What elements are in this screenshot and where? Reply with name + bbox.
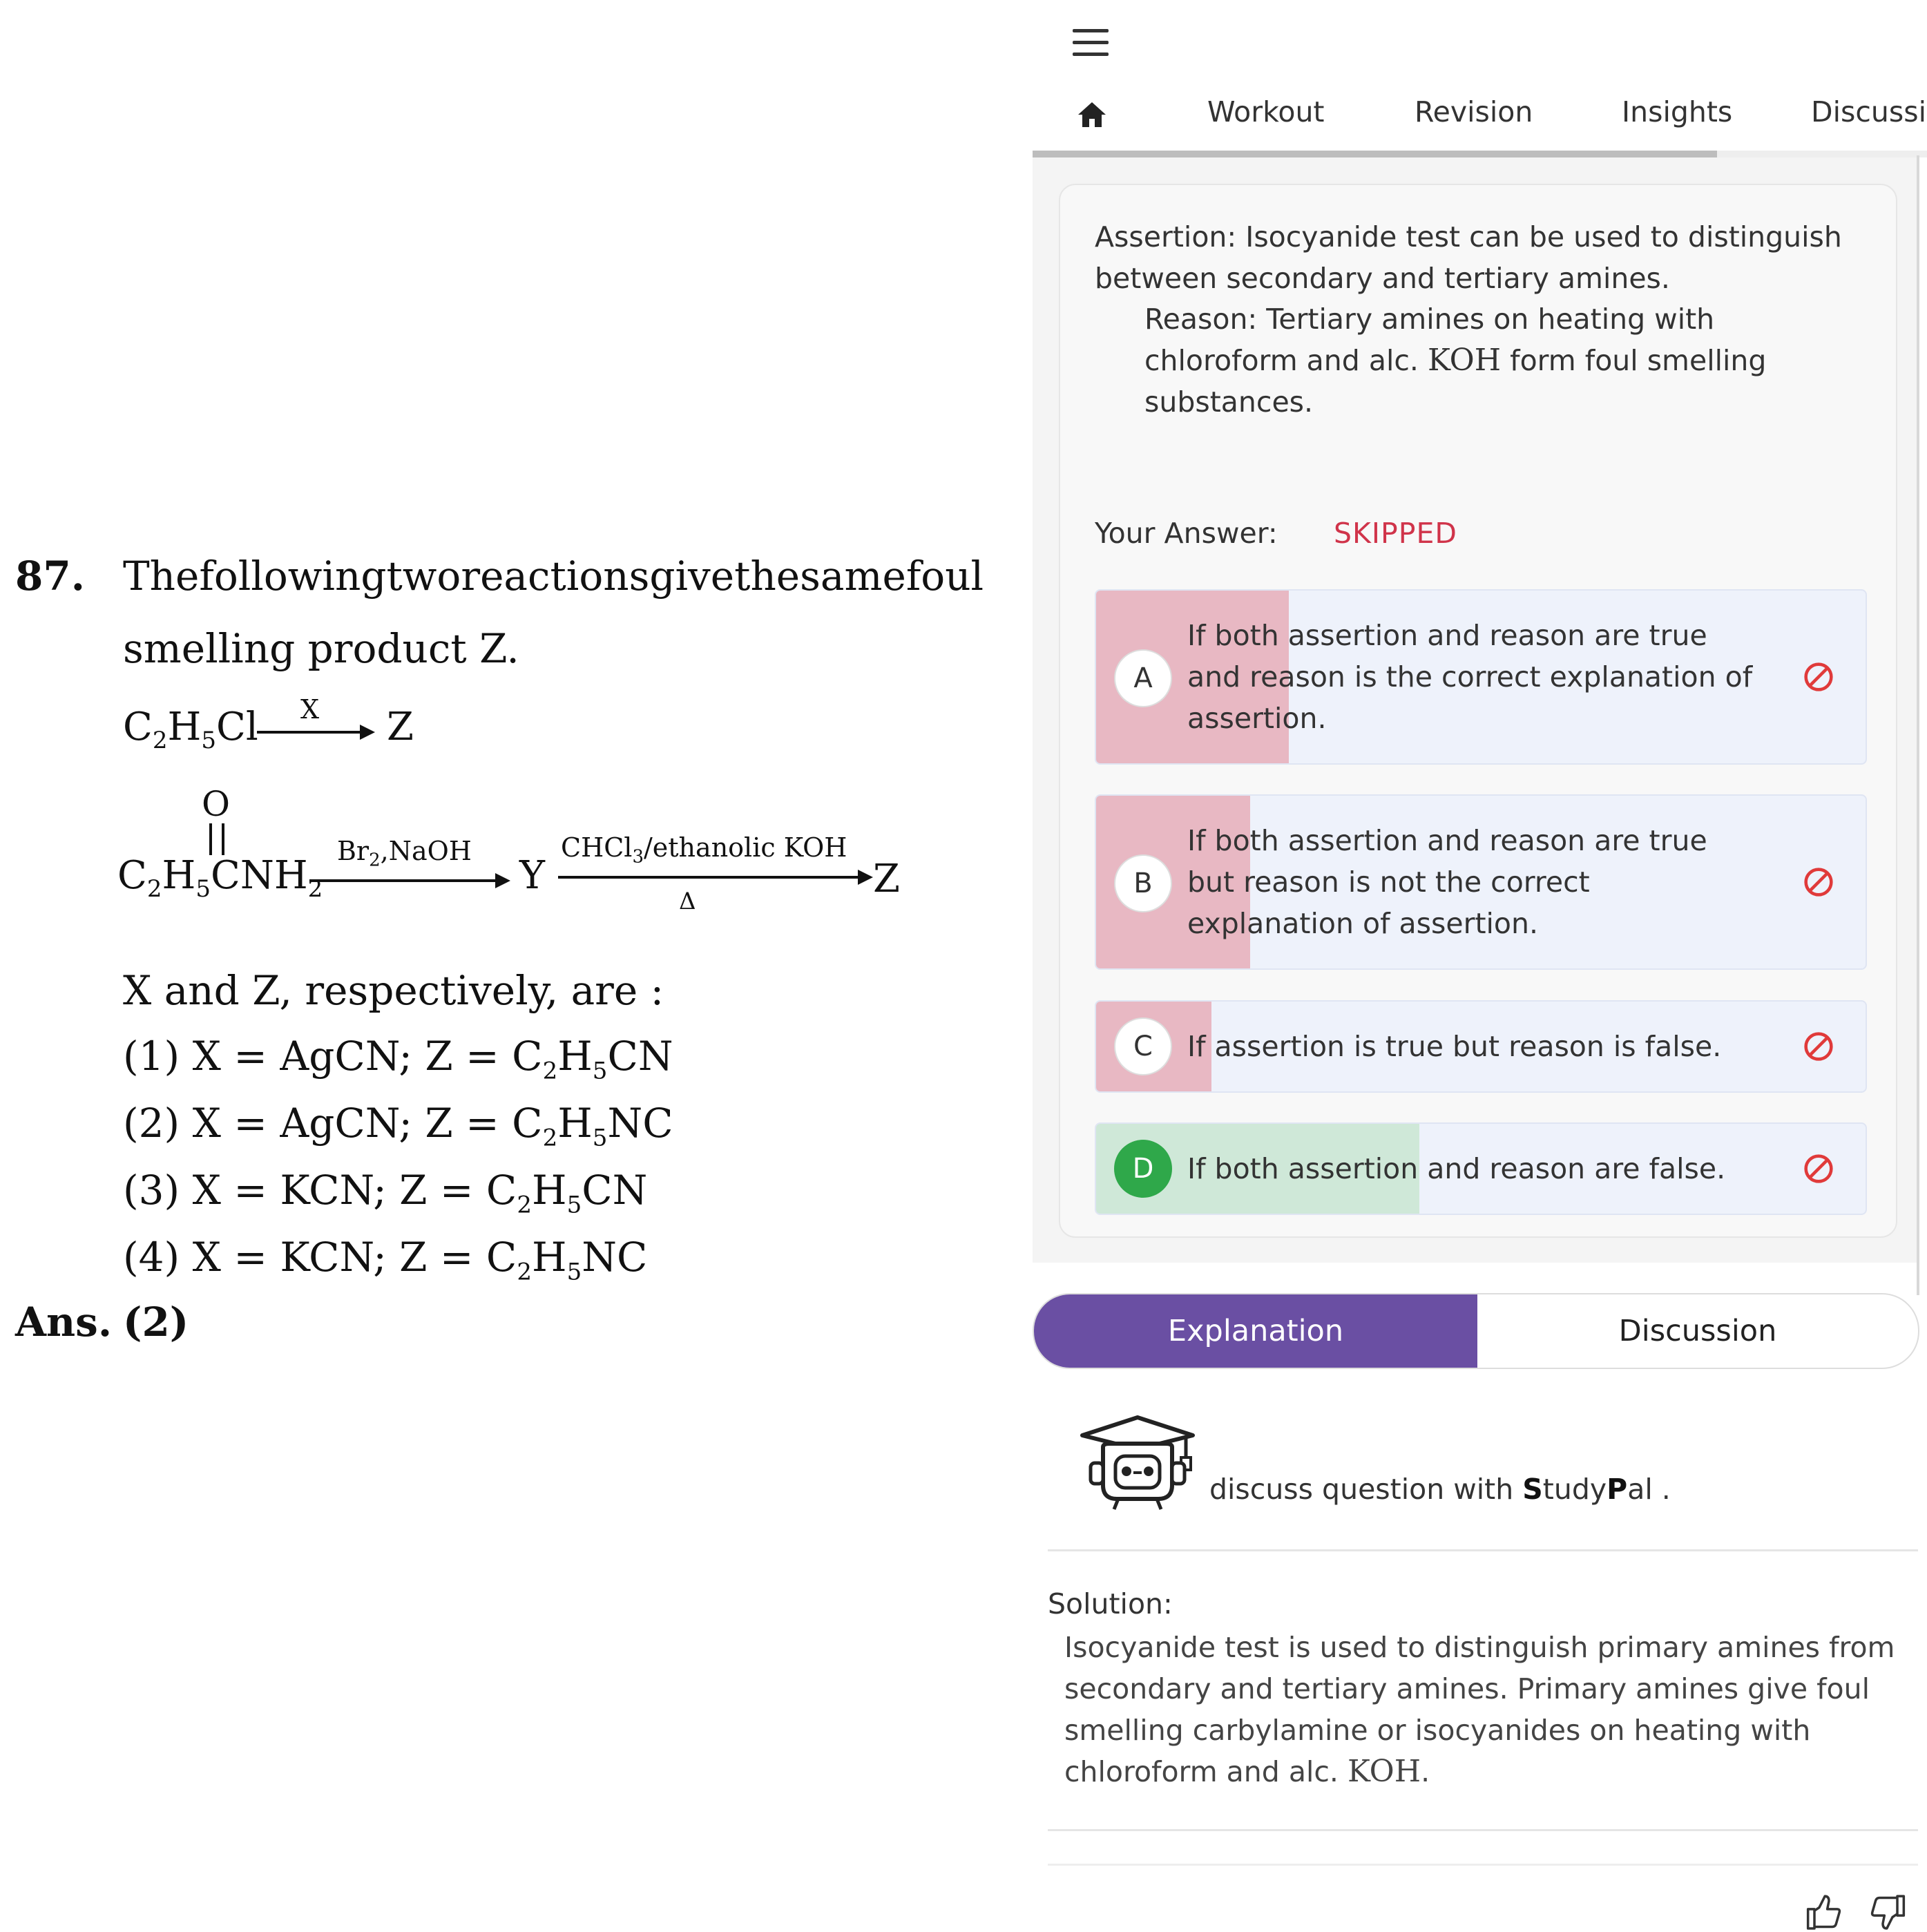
tab-revision[interactable]: Revision [1415,95,1533,128]
tab-workout[interactable]: Workout [1207,95,1325,128]
word: two [386,553,461,600]
answer-option-b[interactable] [1095,794,1867,970]
not-attempted-icon [1803,867,1834,897]
tab-scroll-indicator [1033,151,1717,157]
home-icon[interactable] [1075,98,1109,131]
studypal-robot-icon[interactable] [1075,1409,1200,1513]
reaction-2-condition: Δ [679,888,696,915]
reaction-2-product: Z [873,857,900,901]
question-number: 87. [15,553,85,600]
question-line-2: smelling product Z. [123,625,519,672]
answer-option-d[interactable] [1095,1122,1867,1215]
option-letter-correct: D [1114,1140,1172,1198]
solution-text: Isocyanide test is used to distinguish primary amines from secondary and tertiary amines. Primary amines give foul smelling carbylamine or isocyanides on heating with chloroform and alc. KOH. [1064,1631,1895,1789]
reaction-2-arrow-1 [309,879,506,882]
word: reactions [461,553,650,600]
not-attempted-icon [1803,1154,1834,1184]
option-3: (3) X = KCN; $Z = C_2H_5CN$ [123,1167,648,1219]
option-text: If both assertion and reason are false. [1187,1152,1726,1185]
app-panel [1033,0,1927,1932]
word: same [800,553,906,600]
reaction-1-product: Z [387,705,414,749]
thumbs-up-icon[interactable] [1805,1893,1843,1932]
word: following [199,553,387,600]
reaction-1-reactant: $C_2H_5Cl$ [123,705,258,755]
option-letter: B [1114,854,1172,912]
not-attempted-icon [1803,662,1834,692]
option-4: (4) X = KCN; $Z = C_2H_5NC$ [123,1234,648,1286]
answer-option-a[interactable] [1095,589,1867,765]
reaction-2-arrow-2 [558,876,869,879]
reaction-1-reagent: X [300,694,320,725]
hamburger-menu-icon[interactable] [1073,29,1109,57]
reason-text: Reason: Tertiary amines on heating with chloroform and alc. KOH form foul smelling substances. [1144,303,1767,419]
reaction-2-reactant: $C_2H_5CNH_2$ [117,853,323,903]
reaction-2-reagent-1: $Br_2,NaOH$ [337,836,472,871]
tab-explanation[interactable]: Explanation [1034,1294,1477,1368]
reaction-2-reagent-2: CHCl$_3$/ethanolic KOH [561,832,847,868]
option-letter: A [1114,649,1172,707]
divider [1048,1864,1918,1866]
not-attempted-icon [1803,1031,1834,1062]
reaction-1-arrow [257,731,371,734]
option-text: If assertion is true but reason is false. [1187,1030,1722,1063]
explanation-discussion-toggle [1033,1293,1919,1369]
assertion-text: Assertion: Isocyanide test can be used to distinguish between secondary and tertiary amines. [1095,220,1842,295]
carbonyl-oxygen: O [202,784,230,824]
thumbs-down-icon[interactable] [1868,1893,1907,1932]
option-1: (1) X = AgCN; $Z = C_2H_5CN$ [123,1033,673,1085]
word: give [649,553,735,600]
scrollbar[interactable] [1917,155,1919,1295]
option-text: If both assertion and reason are true and reason is the correct explanation of assertion. [1187,619,1753,735]
tab-bar [1033,83,1927,155]
divider [1048,1829,1918,1831]
tab-discussion-segment[interactable]: Discussion [1618,1314,1777,1348]
question-line-1 [123,553,983,600]
your-answer-status: SKIPPED [1334,517,1457,550]
your-answer-label: Your Answer: [1095,517,1278,550]
question-card [1059,184,1897,1238]
divider [1048,1549,1918,1551]
double-bond [209,823,224,855]
question-prompt: X and Z, respectively, are : [123,967,664,1014]
answer-label: Ans. [15,1299,113,1346]
option-text: If both assertion and reason are true but reason is not the correct explanation of assertion. [1187,824,1707,940]
option-letter: C [1114,1017,1172,1075]
tab-discussion[interactable]: Discussi [1811,95,1926,128]
word: foul [905,553,984,600]
word: The [123,553,200,600]
studypal-link[interactable]: discuss question with StudyPal . [1209,1473,1671,1506]
answer-value: (2) [123,1299,189,1346]
answer-option-c[interactable] [1095,1000,1867,1093]
reaction-2-intermediate: Y [519,853,545,898]
tab-insights[interactable]: Insights [1622,95,1733,128]
option-2: (2) X = AgCN; $Z = C_2H_5NC$ [123,1100,673,1152]
solution-title: Solution: [1048,1587,1173,1620]
word: the [734,553,800,600]
